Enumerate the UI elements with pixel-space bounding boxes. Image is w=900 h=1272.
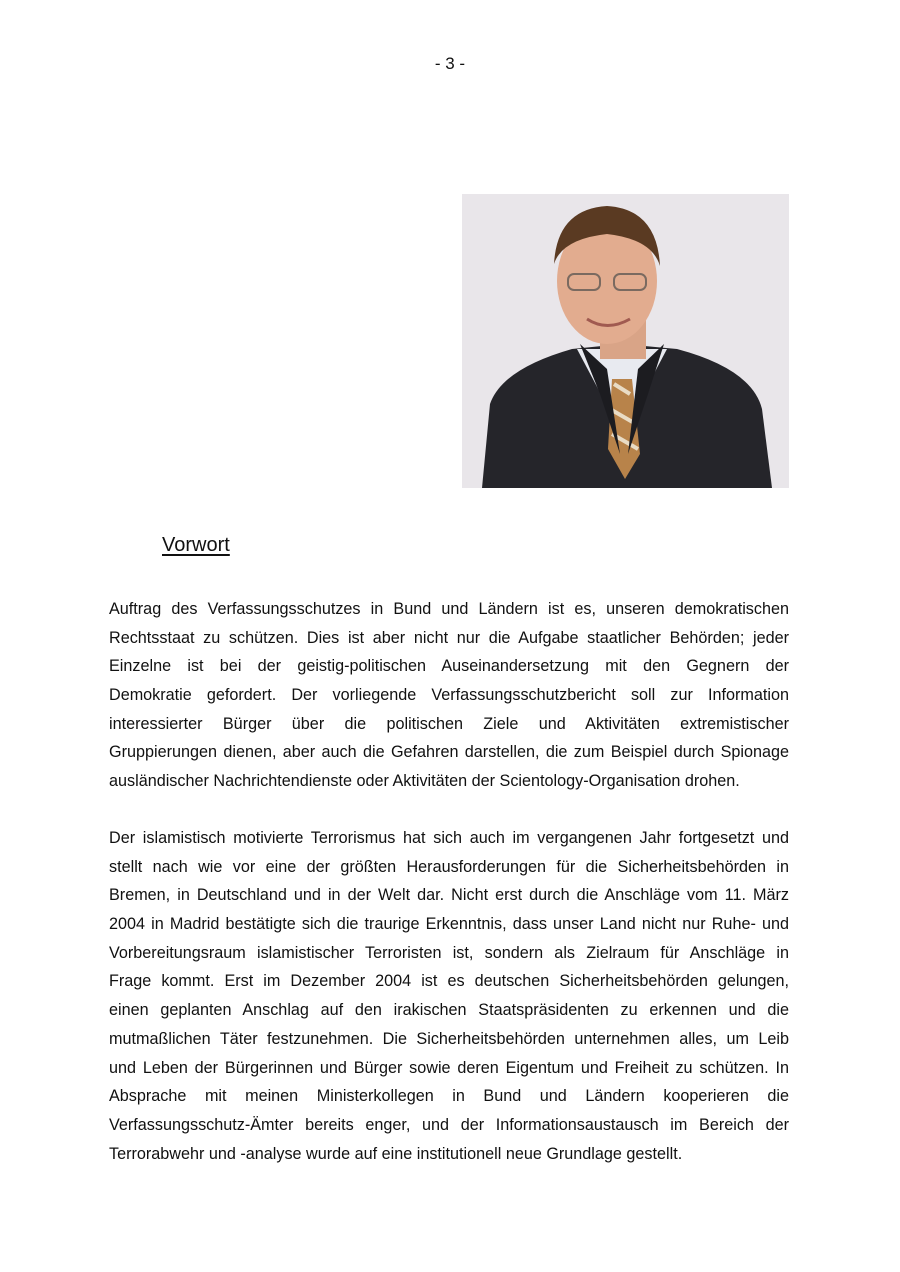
text-line: Gruppierungen dienen, aber auch die Gefahren darstellen, die zum Beispiel durch Spionage — [109, 743, 789, 762]
text-line: Demokratie gefordert. Der vorliegende Verfassungsschutzbericht soll zur Information — [109, 686, 789, 705]
text-line: einen geplanten Anschlag auf den irakischen Staatspräsidenten zu erkennen und die — [109, 1001, 789, 1020]
text-line: Absprache mit meinen Ministerkollegen in Bund und Ländern kooperieren die — [109, 1087, 789, 1106]
text-line: Einzelne ist bei der geistig-politischen Auseinandersetzung mit den Gegnern der — [109, 657, 789, 676]
text-line: Auftrag des Verfassungsschutzes in Bund und Ländern ist es, unseren demokratischen — [109, 600, 789, 618]
text-line: Rechtsstaat zu schützen. Dies ist aber nicht nur die Aufgabe staatlicher Behörden; jeder — [109, 628, 789, 647]
text-line: und Leben der Bürgerinnen und Bürger sowie deren Eigentum und Freiheit zu schützen. In — [109, 1058, 789, 1077]
paragraph-1 — [109, 595, 789, 796]
text-line: Bremen, in Deutschland und in der Welt dar. Nicht erst durch die Anschläge vom 11. März — [109, 886, 789, 905]
section-heading: Vorwort — [162, 534, 230, 556]
text-line: Frage kommt. Erst im Dezember 2004 ist es deutschen Sicherheitsbehörden gelungen, — [109, 972, 789, 991]
text-line: interessierter Bürger über die politischen Ziele und Aktivitäten extremistischer — [109, 714, 789, 733]
portrait-photo — [462, 194, 789, 488]
page-number: - 3 - — [434, 54, 466, 73]
paragraph-2 — [109, 824, 789, 1168]
text-line: 2004 in Madrid bestätigte sich die traurige Erkenntnis, dass unser Land nicht nur Ruhe- und — [109, 915, 789, 934]
text-line: Der islamistisch motivierte Terrorismus hat sich auch im vergangenen Jahr fortgesetzt und — [109, 829, 789, 847]
text-line: stellt nach wie vor eine der größten Herausforderungen für die Sicherheitsbehörden in — [109, 857, 789, 876]
text-line: Terrorabwehr und -analyse wurde auf eine institutionell neue Grundlage gestellt. — [109, 1144, 683, 1163]
text-line: Vorbereitungsraum islamistischer Terroristen ist, sondern als Zielraum für Anschläge in — [109, 943, 789, 962]
text-line: mutmaßlichen Täter festzunehmen. Die Sicherheitsbehörden unternehmen alles, um Leib — [109, 1029, 789, 1048]
text-line: Verfassungsschutz-Ämter bereits enger, und der Informationsaustausch im Bereich der — [109, 1115, 789, 1134]
text-line: ausländischer Nachrichtendienste oder Aktivitäten der Scientology-Organisation drohen. — [109, 772, 740, 791]
